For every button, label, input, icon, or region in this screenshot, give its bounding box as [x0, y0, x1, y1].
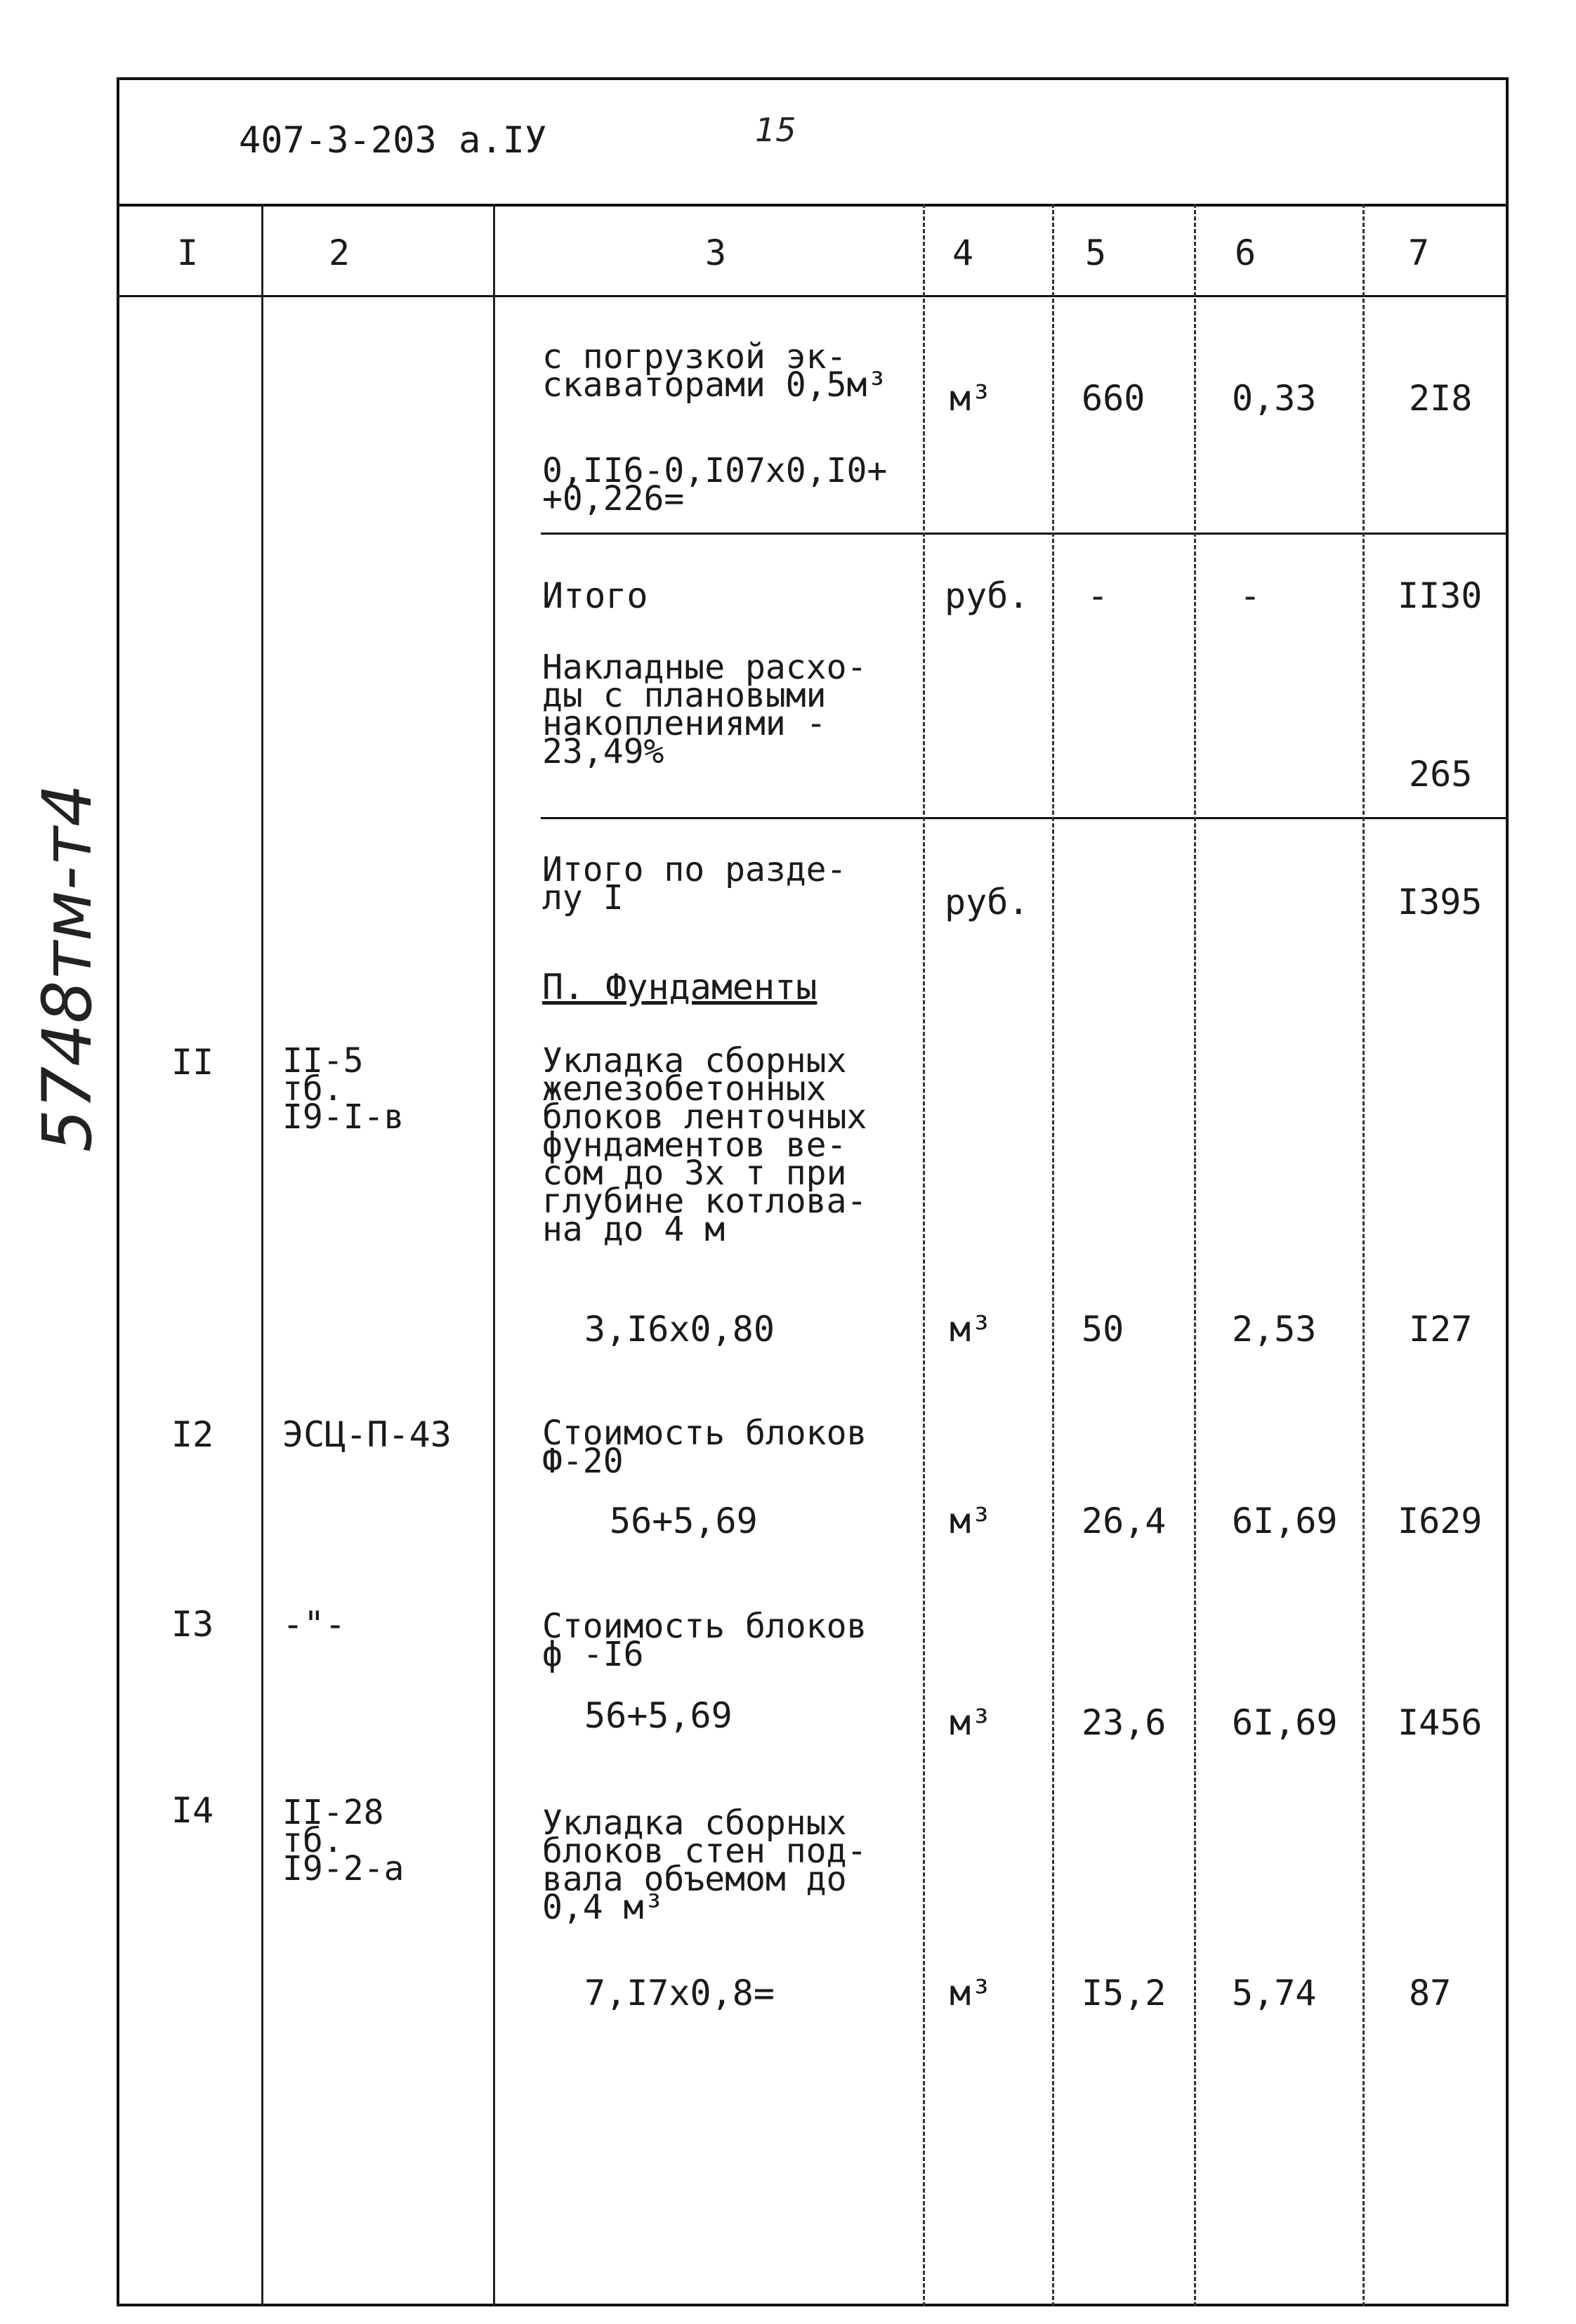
row6-code: II-5 тб. I9-I-в	[282, 1041, 405, 1137]
row4-description: Итого по разде- лу I	[542, 850, 847, 918]
row7-total: I629	[1398, 1501, 1483, 1541]
row3-total: 265	[1409, 754, 1473, 795]
row6-number: II	[171, 1042, 214, 1083]
row2-unit: руб.	[945, 575, 1030, 616]
row2-quantity: -	[1087, 575, 1109, 616]
row1-calculation: 0,II6-0,I07х0,I0+ +0,226=	[542, 451, 888, 518]
row9-total: 87	[1409, 1973, 1452, 2013]
row9-price: 5,74	[1232, 1973, 1317, 2013]
row9-description: Укладка сборных блоков стен под- вала объемом до 0,4 м³	[542, 1803, 867, 1927]
row7-price: 6I,69	[1232, 1501, 1338, 1541]
row4-unit: руб.	[945, 882, 1030, 922]
row7-code: ЭСЦ-П-43	[282, 1414, 452, 1455]
row6-total: I27	[1409, 1309, 1473, 1350]
row9-code: II-28 тб. I9-2-а	[282, 1793, 405, 1888]
col-divider-1	[261, 204, 263, 2306]
row8-calculation: 56+5,69	[584, 1695, 733, 1736]
col-divider-2	[493, 204, 495, 2306]
row9-calculation: 7,I7х0,8=	[584, 1973, 775, 2013]
row1-total: 2I8	[1409, 378, 1473, 419]
row2-total: II30	[1398, 575, 1483, 616]
col-header-3: 3	[705, 233, 727, 273]
row7-description: Стоимость блоков Ф-20	[542, 1414, 867, 1481]
row6-quantity: 50	[1082, 1309, 1124, 1350]
row6-unit: м³	[950, 1309, 992, 1350]
col-divider-6	[1362, 204, 1365, 2306]
col-divider-4	[1052, 204, 1054, 2306]
row3-description: Накладные расхо- ды с плановыми накоплениями - 23,49%	[542, 648, 867, 771]
row2-price: -	[1240, 575, 1261, 616]
row1-unit: м³	[950, 378, 992, 419]
row1-quantity: 660	[1082, 378, 1145, 419]
col-divider-5	[1194, 204, 1196, 2306]
row7-quantity: 26,4	[1082, 1501, 1167, 1541]
row9-unit: м³	[950, 1973, 992, 2013]
row8-total: I456	[1398, 1702, 1483, 1743]
row8-description: Стоимость блоков ф -I6	[542, 1607, 867, 1674]
row1-description: с погрузкой эк- скаваторами 0,5м³	[542, 337, 888, 405]
col-header-7: 7	[1408, 233, 1430, 273]
row8-quantity: 23,6	[1082, 1702, 1167, 1743]
row2-description: Итого	[542, 575, 648, 616]
row1-price: 0,33	[1232, 378, 1317, 419]
section-title: П. Фундаменты	[542, 967, 817, 1007]
row7-unit: м³	[950, 1501, 992, 1541]
col-divider-3	[923, 204, 925, 2306]
row7-number: I2	[171, 1414, 214, 1455]
row6-price: 2,53	[1232, 1309, 1317, 1350]
side-stamp: 5748тм-т4	[28, 783, 107, 1152]
row7-calculation: 56+5,69	[610, 1501, 758, 1541]
doc-code: 407-3-203 а.IУ	[239, 119, 547, 162]
row9-quantity: I5,2	[1082, 1973, 1167, 2013]
row6-description: Укладка сборных железобетонных блоков ленточных фундаментов ве- сом до 3х т при глубине котлова- на до 4 м	[542, 1041, 867, 1249]
row6-calculation: 3,I6х0,80	[584, 1309, 775, 1350]
col-header-4: 4	[952, 233, 974, 273]
row8-price: 6I,69	[1232, 1702, 1338, 1743]
row4-total: I395	[1398, 882, 1483, 922]
row8-number: I3	[171, 1604, 214, 1645]
col-header-5: 5	[1085, 233, 1107, 273]
col-header-2: 2	[329, 233, 350, 273]
row8-unit: м³	[950, 1702, 992, 1743]
column-header-divider	[117, 295, 1509, 297]
col-header-6: 6	[1235, 233, 1256, 273]
row8-code: -"-	[282, 1604, 346, 1645]
col-header-1: I	[177, 233, 199, 273]
row9-number: I4	[171, 1790, 214, 1831]
header-divider	[117, 204, 1509, 207]
sheet-number: 15	[755, 111, 796, 149]
